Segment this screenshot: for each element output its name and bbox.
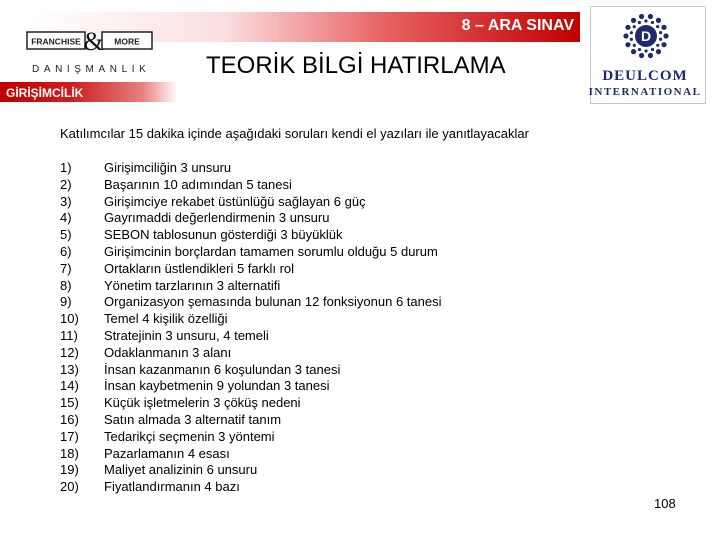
question-text: Fiyatlandırmanın 4 bazı bbox=[104, 479, 240, 495]
question-text: Pazarlamanın 4 esası bbox=[104, 445, 230, 461]
question-number: 7) bbox=[60, 260, 72, 276]
question-number: 11) bbox=[60, 327, 78, 343]
question-number: 16) bbox=[60, 411, 79, 427]
question-number: 3) bbox=[60, 193, 72, 209]
question-item bbox=[60, 194, 442, 211]
question-text: Odaklanmanın 3 alanı bbox=[104, 344, 232, 360]
question-item bbox=[60, 345, 442, 362]
question-item bbox=[60, 412, 442, 429]
question-item bbox=[60, 177, 442, 194]
question-item bbox=[60, 244, 442, 261]
svg-text:&: & bbox=[83, 27, 104, 55]
question-text: İnsan kaybetmenin 9 yolundan 3 tanesi bbox=[104, 378, 330, 394]
section-label: GİRİŞİMCİLİK bbox=[6, 86, 84, 100]
section-band bbox=[0, 82, 178, 102]
question-number: 19) bbox=[60, 462, 79, 478]
question-item bbox=[60, 462, 442, 479]
question-number: 15) bbox=[60, 395, 79, 411]
question-item bbox=[60, 328, 442, 345]
question-item bbox=[60, 294, 442, 311]
question-text: Organizasyon şemasında bulunan 12 fonksiyonun 6 tanesi bbox=[104, 294, 442, 310]
question-item bbox=[60, 429, 442, 446]
question-text: SEBON tablosunun gösterdiği 3 büyüklük bbox=[104, 227, 343, 243]
question-text: Stratejinin 3 unsuru, 4 temeli bbox=[104, 327, 269, 343]
svg-text:FRANCHISE: FRANCHISE bbox=[31, 36, 81, 47]
deulcom-subtitle: INTERNATIONAL bbox=[588, 86, 702, 98]
instructions-text: Katılımcılar 15 dakika içinde aşağıdaki soruları kendi el yazıları ile yanıtlayacaklar bbox=[60, 126, 529, 141]
question-text: Ortakların üstlendikleri 5 farklı rol bbox=[104, 260, 295, 276]
question-number: 1) bbox=[60, 160, 72, 175]
question-list bbox=[60, 160, 442, 496]
question-item bbox=[60, 210, 442, 227]
svg-text:MORE: MORE bbox=[114, 36, 140, 47]
page-title: TEORİK BİLGİ HATIRLAMA bbox=[206, 52, 506, 79]
svg-text:D: D bbox=[640, 28, 652, 44]
question-item bbox=[60, 311, 442, 328]
question-text: Tedarikçi seçmenin 3 yöntemi bbox=[104, 428, 275, 444]
question-text: Girişimciliğin 3 unsuru bbox=[104, 160, 232, 175]
deulcom-name: DEULCOM bbox=[602, 68, 688, 84]
question-number: 5) bbox=[60, 227, 72, 243]
question-number: 14) bbox=[60, 378, 79, 394]
question-text: Satın almada 3 alternatif tanım bbox=[104, 411, 282, 427]
question-text: Gayrımaddi değerlendirmenin 3 unsuru bbox=[104, 210, 330, 226]
question-item bbox=[60, 378, 442, 395]
exam-title: 8 – ARA SINAV bbox=[461, 17, 574, 34]
question-number: 20) bbox=[60, 479, 79, 495]
question-number: 12) bbox=[60, 344, 79, 360]
question-text: Küçük işletmelerin 3 çöküş nedeni bbox=[104, 395, 301, 411]
question-number: 8) bbox=[60, 277, 72, 293]
question-item bbox=[60, 278, 442, 295]
question-text: Temel 4 kişilik özelliği bbox=[104, 311, 228, 327]
franchise-more-logo bbox=[26, 27, 154, 55]
question-number: 2) bbox=[60, 176, 72, 192]
question-text: Girişimciye rekabet üstünlüğü sağlayan 6 güç bbox=[104, 193, 366, 209]
deulcom-globe-icon bbox=[620, 10, 672, 62]
question-text: Girişimcinin borçlardan tamamen sorumlu olduğu 5 durum bbox=[104, 243, 438, 259]
question-number: 13) bbox=[60, 361, 79, 377]
question-item bbox=[60, 362, 442, 379]
question-item bbox=[60, 227, 442, 244]
question-item bbox=[60, 446, 442, 463]
question-item bbox=[60, 395, 442, 412]
question-number: 9) bbox=[60, 294, 72, 310]
question-number: 18) bbox=[60, 445, 79, 461]
question-number: 10) bbox=[60, 311, 79, 327]
question-text: Başarının 10 adımından 5 tanesi bbox=[104, 176, 292, 192]
question-text: İnsan kazanmanın 6 koşulundan 3 tanesi bbox=[104, 361, 341, 377]
question-number: 4) bbox=[60, 210, 72, 226]
page-number: 108 bbox=[654, 496, 676, 511]
franchise-more-subtitle: DANIŞMANLIK bbox=[32, 64, 151, 75]
question-number: 6) bbox=[60, 243, 72, 259]
question-text: Yönetim tarzlarının 3 alternatifi bbox=[104, 277, 281, 293]
question-item bbox=[60, 160, 442, 177]
question-item bbox=[60, 261, 442, 278]
question-number: 17) bbox=[60, 428, 79, 444]
question-item bbox=[60, 479, 442, 496]
question-text: Maliyet analizinin 6 unsuru bbox=[104, 462, 258, 478]
